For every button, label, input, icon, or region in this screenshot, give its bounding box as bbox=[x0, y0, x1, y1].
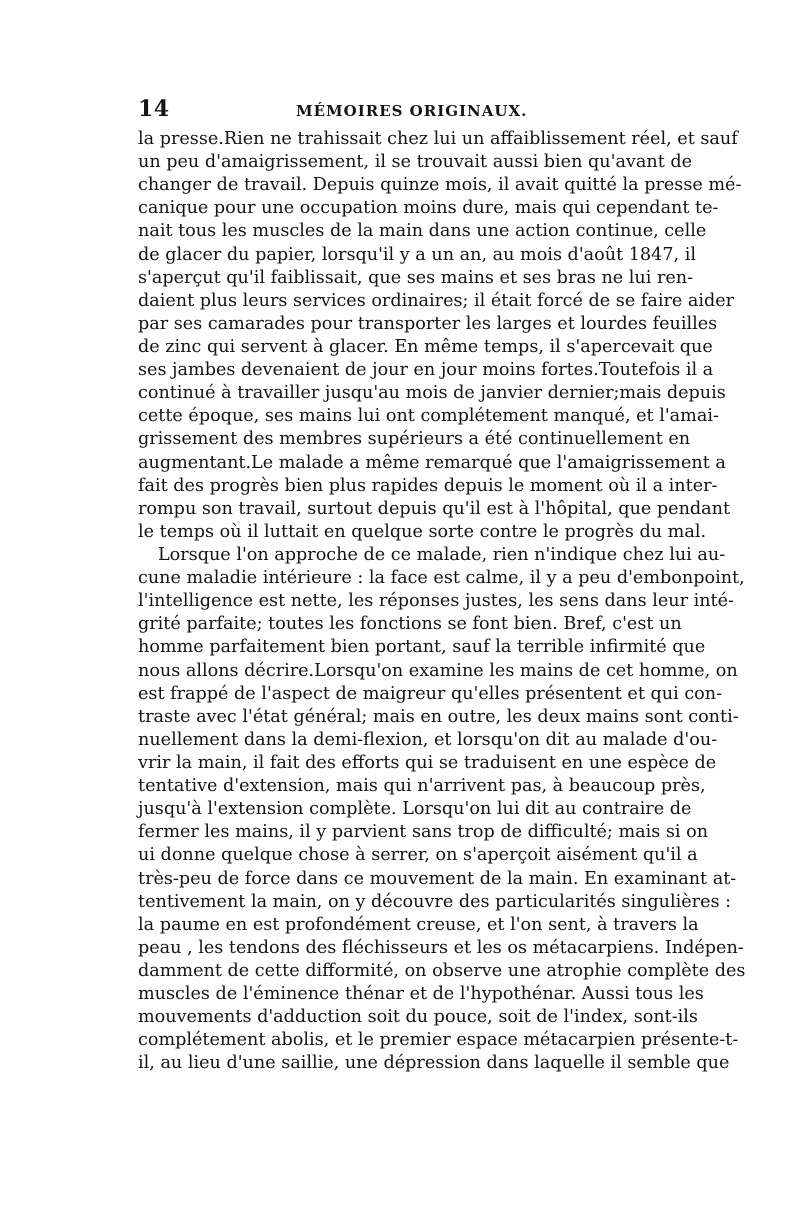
text-line: traste avec l'état général; mais en outre, les deux mains sont conti- bbox=[138, 706, 739, 727]
text-line: jusqu'à l'extension complète. Lorsqu'on lui dit au contraire de bbox=[138, 799, 692, 820]
text-line: ui donne quelque chose à serrer, on s'aperçoit aisément qu'il a bbox=[138, 845, 698, 866]
text-line: par ses camarades pour transporter les larges et lourdes feuilles bbox=[138, 313, 718, 334]
text-line: fait des progrès bien plus rapides depuis le moment où il a inter- bbox=[138, 475, 718, 496]
text-line: cune maladie intérieure : la face est calme, il y a peu d'embonpoint, bbox=[138, 568, 745, 589]
text-line: il, au lieu d'une saillie, une dépression dans laquelle il semble que bbox=[138, 1053, 730, 1074]
text-line: l'intelligence est nette, les réponses justes, les sens dans leur inté- bbox=[138, 591, 734, 612]
text-line: un peu d'amaigrissement, il se trouvait aussi bien qu'avant de bbox=[138, 152, 693, 173]
text-line: augmentant.Le malade a même remarqué que l'amaigrissement a bbox=[138, 452, 726, 473]
text-line: peau , les tendons des fléchisseurs et les os métacarpiens. Indépen- bbox=[138, 937, 744, 958]
text-line: est frappé de l'aspect de maigreur qu'elles présentent et qui con- bbox=[138, 683, 723, 704]
text-line: muscles de l'éminence thénar et de l'hypothénar. Aussi tous les bbox=[138, 984, 704, 1005]
text-line: la paume en est profondément creuse, et l'on sent, à travers la bbox=[138, 914, 699, 935]
text-line: mouvements d'adduction soit du pouce, soit de l'index, sont-ils bbox=[138, 1007, 698, 1028]
text-line: rompu son travail, surtout depuis qu'il est à l'hôpital, que pendant bbox=[138, 498, 731, 519]
text-line: de zinc qui servent à glacer. En même temps, il s'apercevait que bbox=[138, 336, 713, 357]
page-number: 14 bbox=[138, 96, 170, 122]
text-line: canique pour une occupation moins dure, mais qui cependant te- bbox=[138, 198, 719, 219]
text-line: continué à travailler jusqu'au mois de janvier dernier;mais depuis bbox=[138, 383, 726, 404]
text-line: grité parfaite; toutes les fonctions se font bien. Bref, c'est un bbox=[138, 614, 682, 635]
text-line: homme parfaitement bien portant, sauf la terrible infirmité que bbox=[138, 637, 706, 658]
page-header bbox=[138, 96, 668, 126]
text-line: tentivement la main, on y découvre des particularités singulières : bbox=[138, 891, 732, 912]
text-line: de glacer du papier, lorsqu'il y a un an, au mois d'août 1847, il bbox=[138, 244, 696, 265]
text-line: la presse.Rien ne trahissait chez lui un affaiblissement réel, et sauf bbox=[138, 129, 738, 149]
text-line: grissement des membres supérieurs a été continuellement en bbox=[138, 429, 691, 450]
text-line: changer de travail. Depuis quinze mois, il avait quitté la presse mé- bbox=[138, 175, 742, 196]
text-line: très-peu de force dans ce mouvement de la main. En examinant at- bbox=[138, 868, 737, 889]
paragraph-start-line: Lorsque l'on approche de ce malade, rien n'indique chez lui au- bbox=[158, 544, 726, 565]
text-line: complétement abolis, et le premier espace métacarpien présente-t- bbox=[138, 1030, 739, 1051]
text-line: fermer les mains, il y parvient sans trop de difficulté; mais si on bbox=[138, 822, 709, 843]
body-text bbox=[138, 128, 746, 1075]
text-line: vrir la main, il fait des efforts qui se traduisent en une espèce de bbox=[138, 752, 717, 773]
text-line: ses jambes devenaient de jour en jour moins fortes.Toutefois il a bbox=[138, 360, 714, 381]
running-title: MÉMOIRES ORIGINAUX. bbox=[296, 102, 528, 120]
text-line: nait tous les muscles de la main dans une action continue, celle bbox=[138, 221, 707, 242]
text-line: cette époque, ses mains lui ont complétement manqué, et l'amai- bbox=[138, 406, 719, 427]
text-line: daient plus leurs services ordinaires; il était forcé de se faire aider bbox=[138, 290, 735, 311]
text-line: nous allons décrire.Lorsqu'on examine les mains de cet homme, on bbox=[138, 660, 738, 681]
text-line: nuellement dans la demi-flexion, et lorsqu'on dit au malade d'ou- bbox=[138, 729, 718, 750]
text-line: s'aperçut qu'il faiblissait, que ses mains et ses bras ne lui ren- bbox=[138, 267, 694, 288]
text-line: damment de cette difformité, on observe une atrophie complète des bbox=[138, 960, 746, 981]
text-line: le temps où il luttait en quelque sorte contre le progrès du mal. bbox=[138, 521, 707, 542]
text-line: tentative d'extension, mais qui n'arrivent pas, à beaucoup près, bbox=[138, 776, 706, 797]
